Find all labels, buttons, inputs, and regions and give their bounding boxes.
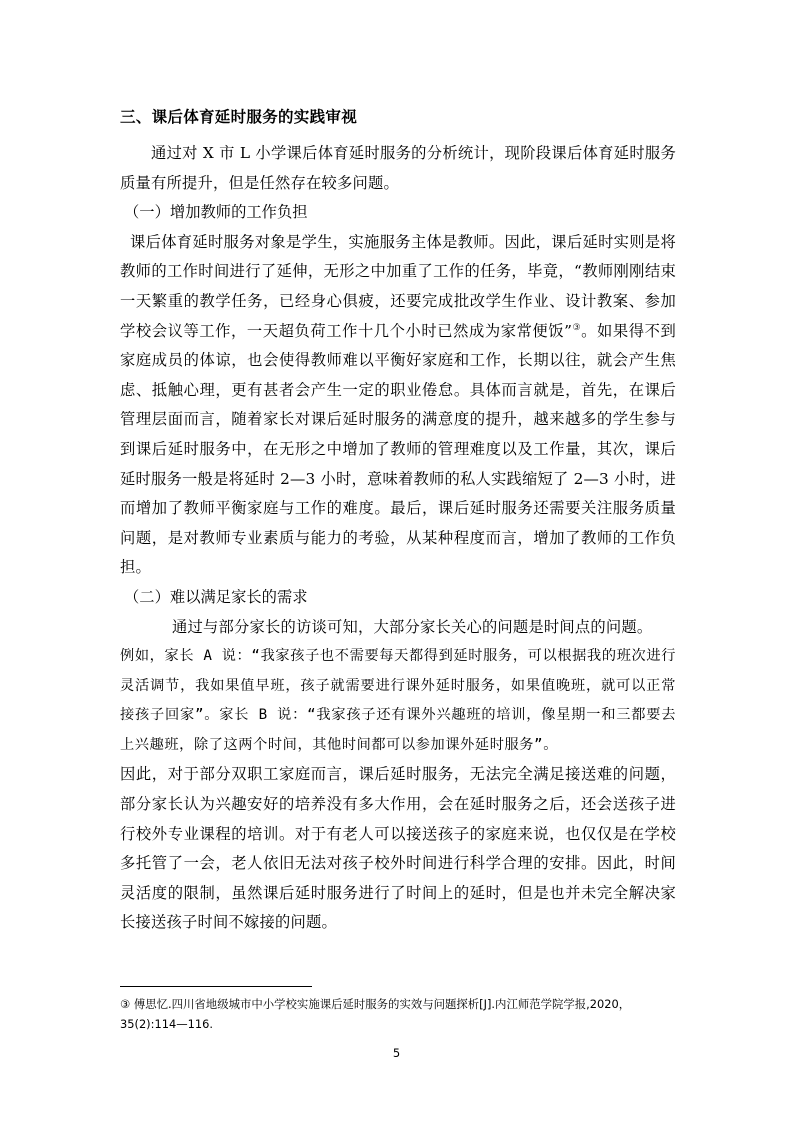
subsection-2-lead: 通过与部分家长的访谈可知，大部分家长关心的问题是时间点的问题。	[172, 617, 653, 636]
subsection-2-paragraph: 因此，对于部分双职工家庭而言，课后延时服务，无法完全满足接送难的问题，部分家长认为兴趣安好的培养没有多大作用，会在延时服务之后，还会送孩子进行校外专业课程的培训。对于有老人可以接送孩子的家庭来说，也仅仅是在学校多托管了一会，老人依旧无法对孩子校外时间进行科学合理的安排。因此，时间灵活度的限制，虽然课后延时服务进行了时间上的延时，但是也并未完全解决家长接送孩子时间不嫁接的问题。	[120, 765, 676, 932]
footnote-text: 傅思忆.四川省地级城市中小学校实施课后延时服务的实效与问题探析[J].内江师范学院学报,2020，35(2):114—116.	[120, 997, 631, 1031]
subsection-1-heading: （一）增加教师的工作负担	[124, 203, 308, 222]
subsection-1-text-b: 。如果得不到家庭成员的体谅，也会使得教师难以平衡好家庭和工作，长期以往，就会产生焦虑、抵触心理，更有甚者会产生一定的职业倦怠。具体而言就是，首先，在课后管理层面而言，随着家长对课后延时服务的满意度的提升，越来越多的学生参与到课后延时服务中，在无形之中增加了教师的管理难度以及工作量，其次，课后延时服务一般是将延时 2—3 小时，意味着教师的私人实践缩短了 2—3 小时，进而增加了教师平衡家庭与工作的难度。最后，课后延时服务还需要关注服务质量问题，是对教师专业素质与能力的考验，从某种程度而言，增加了教师的工作负担。	[120, 321, 676, 577]
footnote-reference[interactable]: ③	[572, 322, 582, 333]
parent-quotes: 例如，家长 A 说：“我家孩子也不需要每天都得到延时服务，可以根据我的班次进行灵活调节，我如果值早班，孩子就需要进行课外延时服务，如果值晚班，就可以正常接孩子回家”。家长 B 说：“我家孩子还有课外兴趣班的培训，像星期一和三都要去上兴趣班，除了这两个时间，其他时间都可以参加课外延时服务”。	[120, 648, 676, 753]
subsection-1-text-a: 课后体育延时服务对象是学生，实施服务主体是教师。因此，课后延时实则是将教师的工作时间进行了延伸，无形之中加重了工作的任务，毕竟，“教师刚刚结束一天繁重的教学任务，已经身心俱疲，还要完成批改学生作业、设计教案、参加学校会议等工作，一天超负荷工作十几个小时已然成为家常便饭”	[120, 232, 676, 340]
section-heading: 三、课后体育延时服务的实践审视	[120, 108, 358, 126]
footnote-divider	[120, 986, 312, 987]
document-body	[120, 103, 676, 938]
page-number: 5	[392, 1046, 401, 1060]
intro-paragraph: 通过对 X 市 L 小学课后体育延时服务的分析统计，现阶段课后体育延时服务质量有所提升，但是任然存在较多问题。	[120, 144, 676, 192]
footnote-marker: ③	[120, 997, 131, 1011]
subsection-2-heading: （二）难以满足家长的需求	[124, 587, 308, 606]
subsection-1-paragraph	[120, 228, 676, 583]
footnote	[120, 994, 650, 1034]
